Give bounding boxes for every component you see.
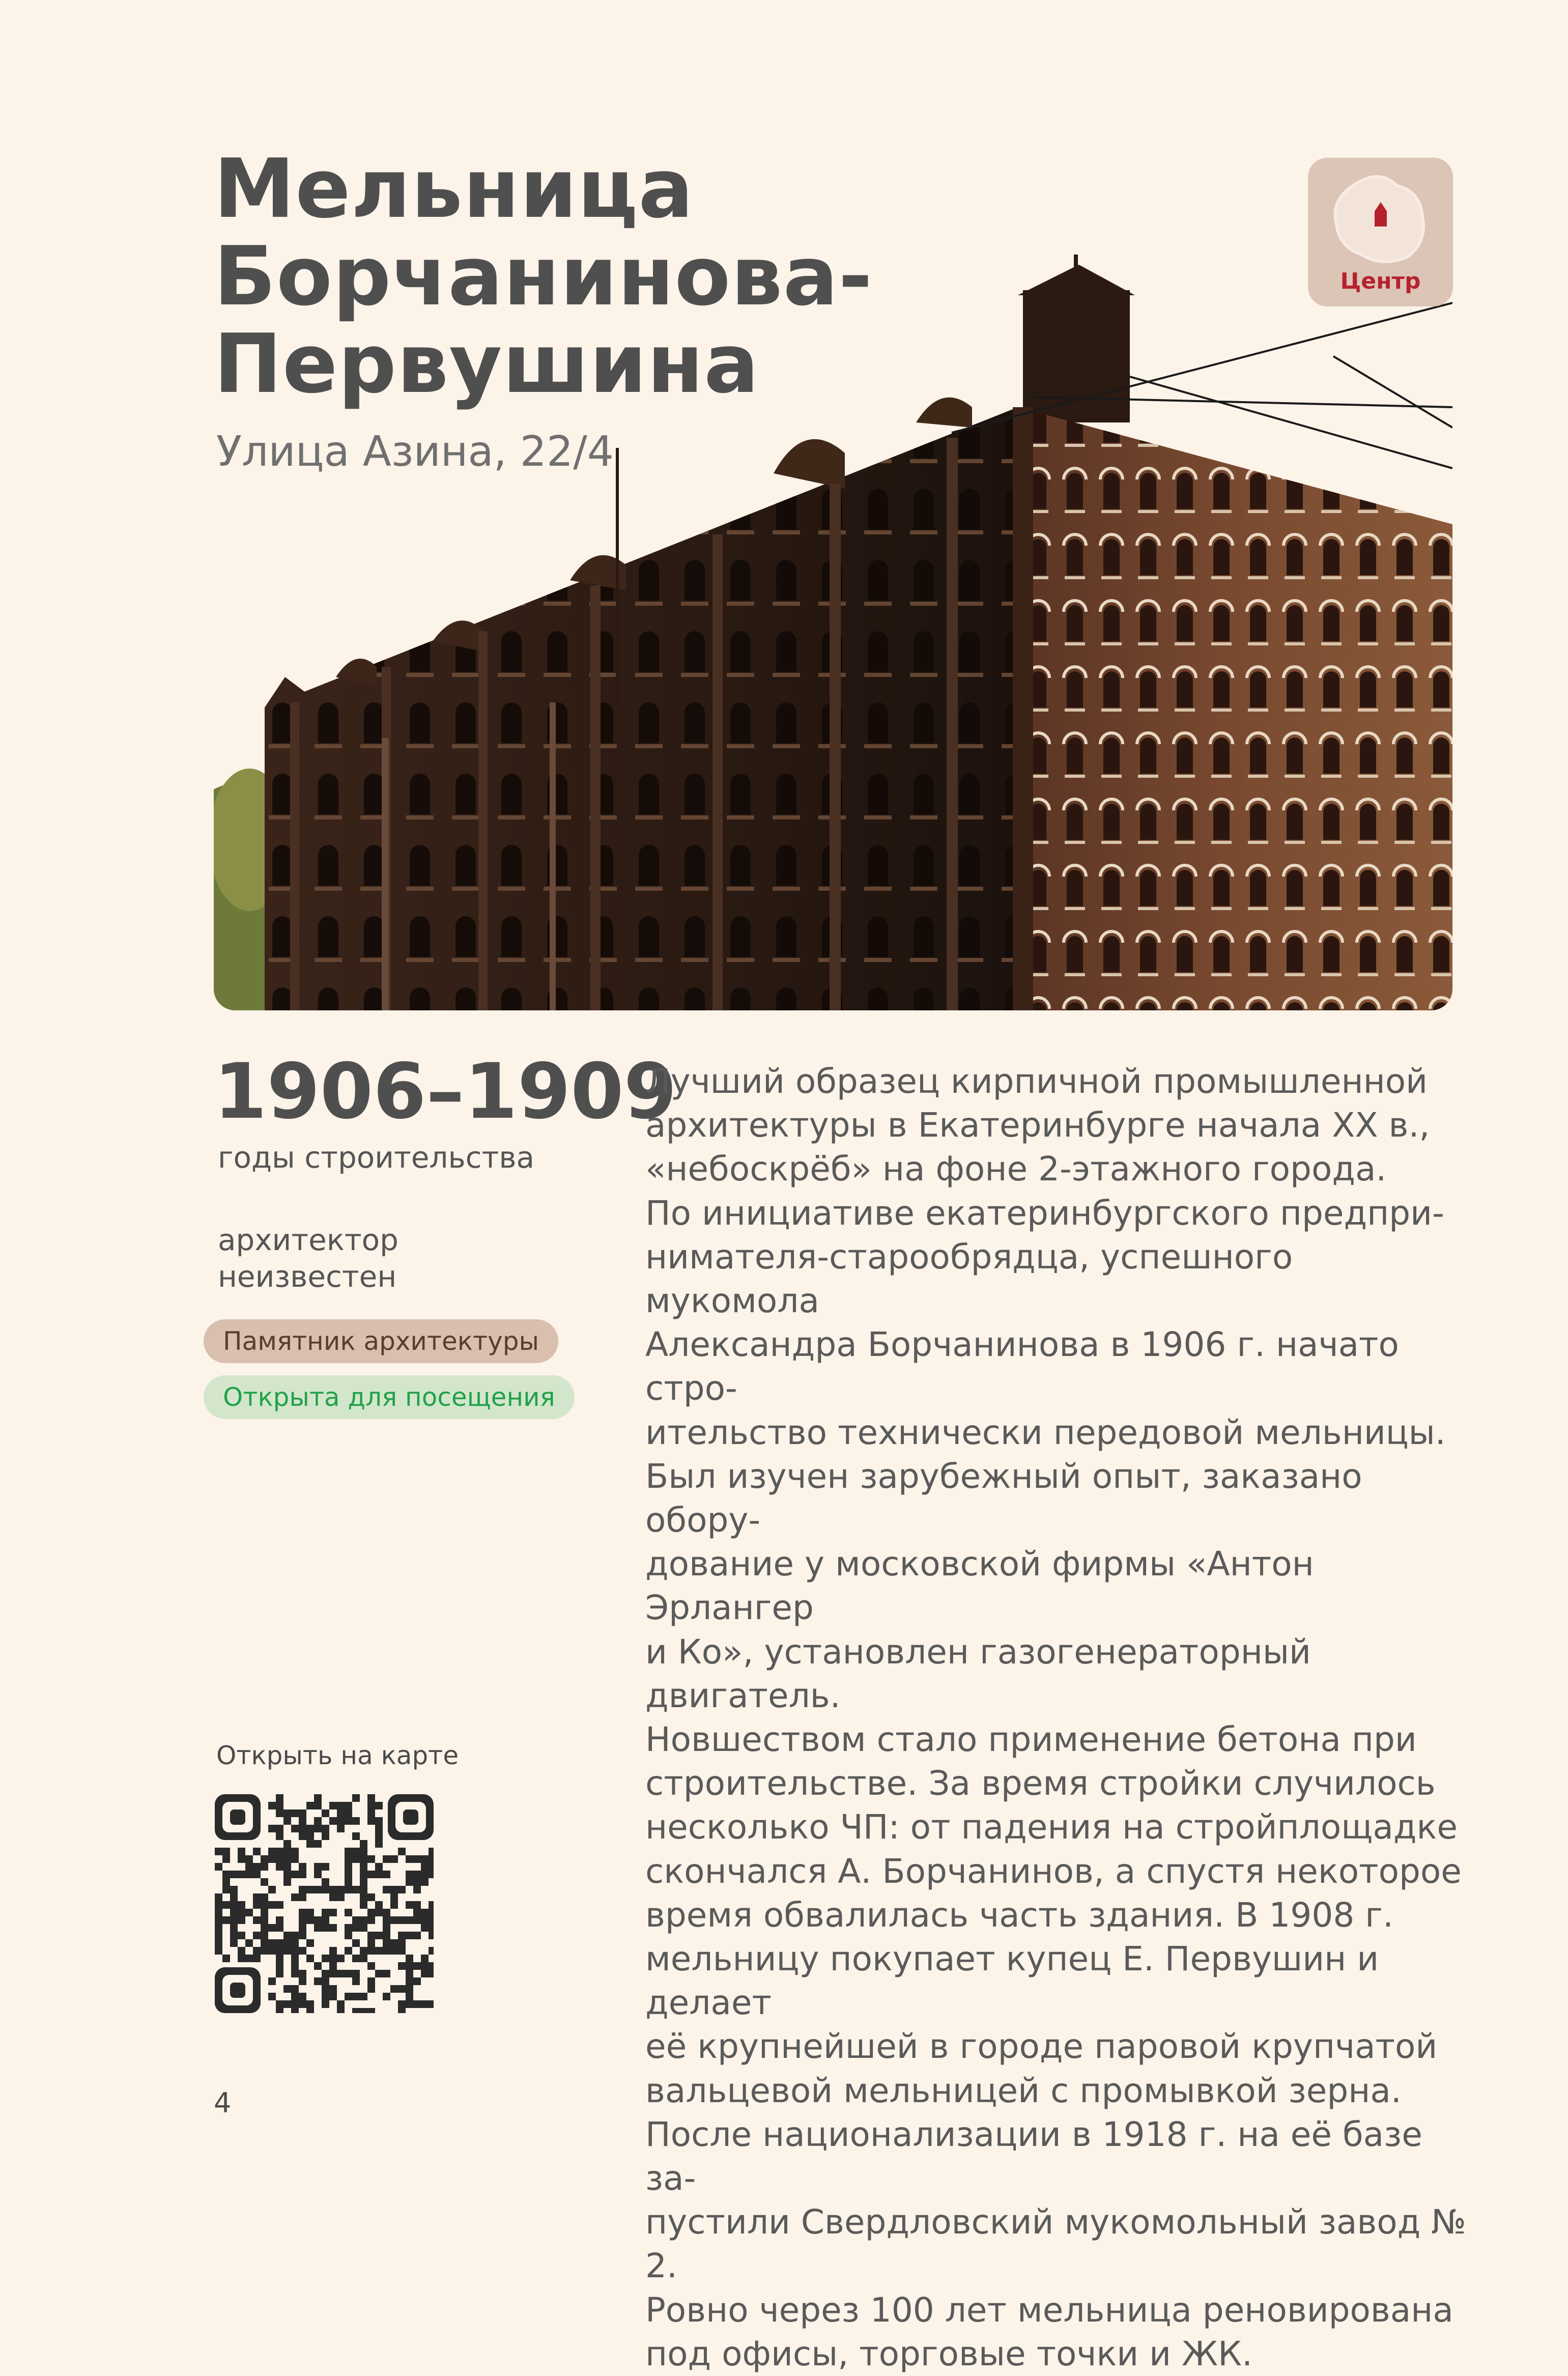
description-line: несколько ЧП: от падения на стройплощадке — [645, 1807, 1458, 1847]
description-line: нимателя-старообрядца, успешного мукомола — [645, 1237, 1293, 1321]
description-line: Ровно через 100 лет мельница реновирована — [645, 2290, 1453, 2330]
description-line: строительстве. За время стройки случилось — [645, 1764, 1436, 1803]
page-number: 4 — [214, 2087, 232, 2119]
description-line: вальцевой мельницей с промывкой зерна. — [645, 2071, 1402, 2110]
description-line: и Ко», установлен газогенераторный двигатель. — [645, 1632, 1311, 1715]
title-line: Первушина — [214, 316, 760, 411]
description-line: скончался А. Борчанинов, а спустя некоторое — [645, 1851, 1462, 1891]
description-line: Лучший образец кирпичной промышленной — [645, 1062, 1428, 1101]
description-line: её крупнейшей в городе паровой крупчатой — [645, 2027, 1438, 2067]
construction-years-caption: годы строительства — [218, 1140, 535, 1175]
monument-tag: Памятник архитектуры — [204, 1319, 558, 1363]
description-line: дование у московской фирмы «Антон Эрлангер — [645, 1544, 1314, 1628]
description-line: время обвалилась часть здания. В 1908 г. — [645, 1895, 1393, 1935]
description-line: Новшеством стало применение бетона при — [645, 1720, 1417, 1760]
architect-info: архитектор неизвестен — [218, 1223, 398, 1294]
description-line: пустили Свердловский мукомольный завод № 2. — [645, 2202, 1466, 2286]
construction-years: 1906–1909 — [214, 1048, 677, 1136]
open-map-label[interactable]: Открыть на карте — [216, 1741, 459, 1770]
description-line: По инициативе екатеринбургского предпри- — [645, 1193, 1444, 1233]
district-label: Центр — [1340, 268, 1421, 294]
district-badge — [1308, 158, 1453, 306]
district-map-icon — [1326, 171, 1435, 267]
description-line: «небоскрёб» на фоне 2-этажного города. — [645, 1149, 1387, 1189]
description-line: мельницу покупает купец Е. Первушин и делает — [645, 1939, 1379, 2023]
title-line: Борчанинова- — [214, 229, 873, 324]
page-title — [214, 141, 875, 411]
description-line: Александра Борчанинова в 1906 г. начато стро- — [645, 1325, 1399, 1408]
open-visit-tag: Открыта для посещения — [204, 1375, 575, 1419]
description-line: архитектуры в Екатеринбурге начала XX в., — [645, 1106, 1430, 1145]
title-line: Мельница — [214, 141, 694, 236]
description-line: Был изучен зарубежный опыт, заказано обору- — [645, 1456, 1362, 1540]
address: Улица Азина, 22/4 — [216, 428, 614, 476]
description-line: После национализации в 1918 г. на её базе за- — [645, 2114, 1422, 2198]
description-line: под офисы, торговые точки и ЖК. — [645, 2334, 1252, 2373]
qr-code-icon[interactable] — [215, 1794, 434, 2013]
description-line: ительство технически передовой мельницы. — [645, 1412, 1446, 1452]
description-text — [645, 1060, 1470, 2376]
